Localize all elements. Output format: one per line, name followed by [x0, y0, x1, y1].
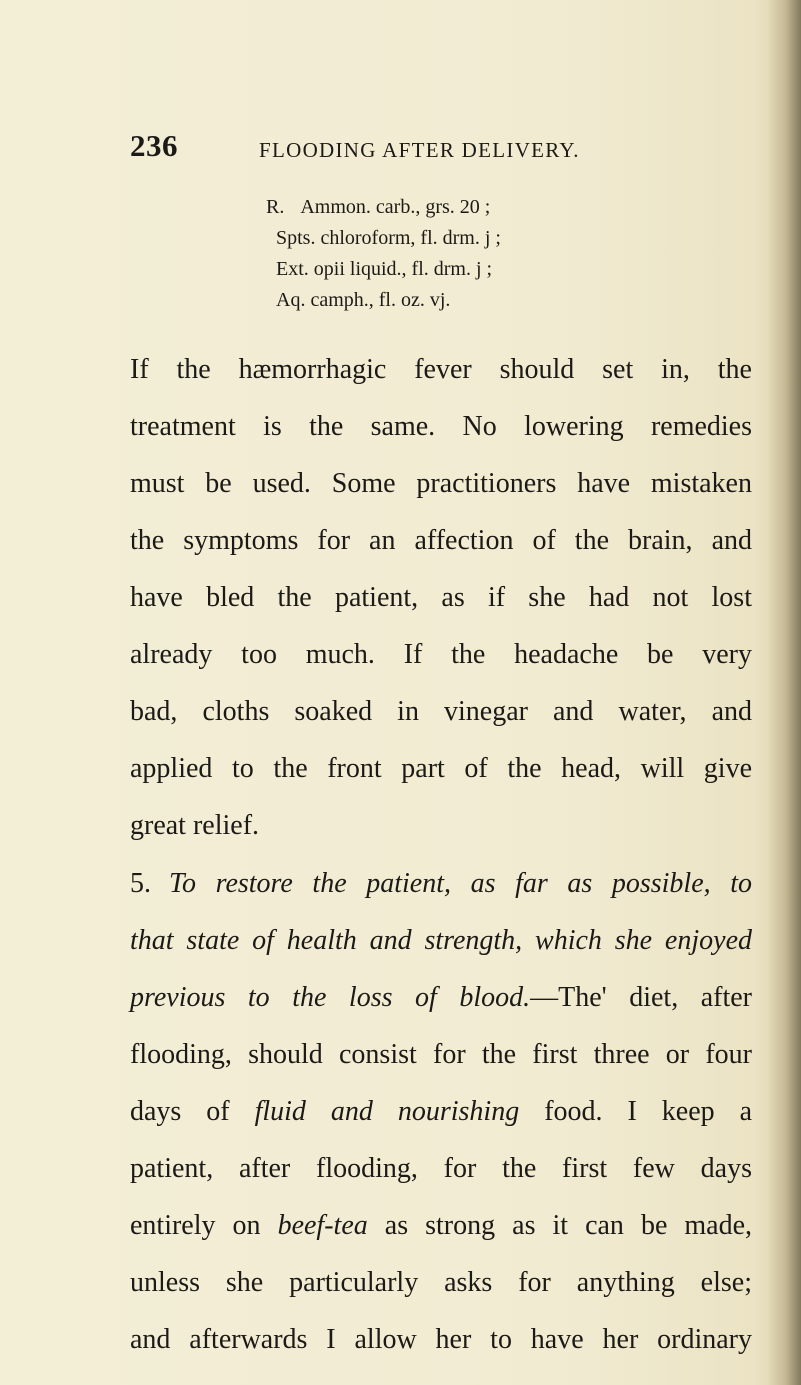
text-span: —The' diet, after: [530, 982, 752, 1013]
text-line: flooding, should consist for the first three or four: [130, 1039, 752, 1070]
text-line: [130, 968, 752, 1028]
text-line: the symptoms for an affection of the brain, and: [130, 525, 752, 556]
text-line: unless she particularly asks for anything else;: [130, 1267, 752, 1298]
text-line: applied to the front part of the head, will give: [130, 753, 752, 784]
prescription-line: [276, 289, 450, 319]
page-edge-shadow: [767, 0, 801, 1385]
section-heading: To restore the patient, as far as possible, to: [169, 868, 752, 899]
page-header: [130, 128, 650, 168]
text-line: must be used. Some practitioners have mistaken: [130, 468, 752, 499]
text-line: bad, cloths soaked in vinegar and water, and: [130, 696, 752, 727]
section-heading-line: [130, 854, 752, 914]
text-line: and afterwards I allow her to have her ordinary: [130, 1324, 752, 1355]
text-line: [130, 1082, 752, 1142]
recipe-mark: R.: [266, 196, 285, 218]
emphasis: fluid and nourishing: [254, 1096, 520, 1127]
text-span: as strong as it can be made,: [384, 1210, 753, 1241]
section-number: 5.: [130, 868, 151, 899]
section-heading-line: that state of health and strength, which she enjoyed: [130, 925, 752, 956]
text-line: [130, 1196, 752, 1256]
section-heading-end: previous to the loss of blood.: [130, 982, 531, 1013]
ingredient: Ext. opii liquid., fl. drm. j ;: [276, 258, 493, 280]
text-line: already too much. If the headache be very: [130, 639, 752, 670]
running-title: FLOODING AFTER DELIVERY.: [259, 138, 580, 162]
page-number: 236: [130, 128, 178, 163]
ingredient: Spts. chloroform, fl. drm. j ;: [276, 227, 501, 249]
emphasis: beef-tea: [277, 1210, 368, 1241]
prescription-line: [276, 227, 501, 257]
text-span: entirely on: [130, 1210, 261, 1241]
text-line: If the hæmorrhagic fever should set in, the: [130, 354, 752, 385]
text-line: patient, after flooding, for the first few days: [130, 1153, 752, 1184]
prescription-line: [276, 258, 492, 288]
ingredient: Ammon. carb., grs. 20 ;: [300, 196, 491, 218]
text-line: have bled the patient, as if she had not lost: [130, 582, 752, 613]
text-span: food. I keep a: [544, 1096, 753, 1127]
text-line: treatment is the same. No lowering remedies: [130, 411, 752, 442]
ingredient: Aq. camph., fl. oz. vj.: [276, 289, 451, 311]
text-span: days of: [130, 1096, 230, 1127]
prescription-line: [266, 196, 490, 226]
text-line: great relief.: [130, 810, 260, 841]
